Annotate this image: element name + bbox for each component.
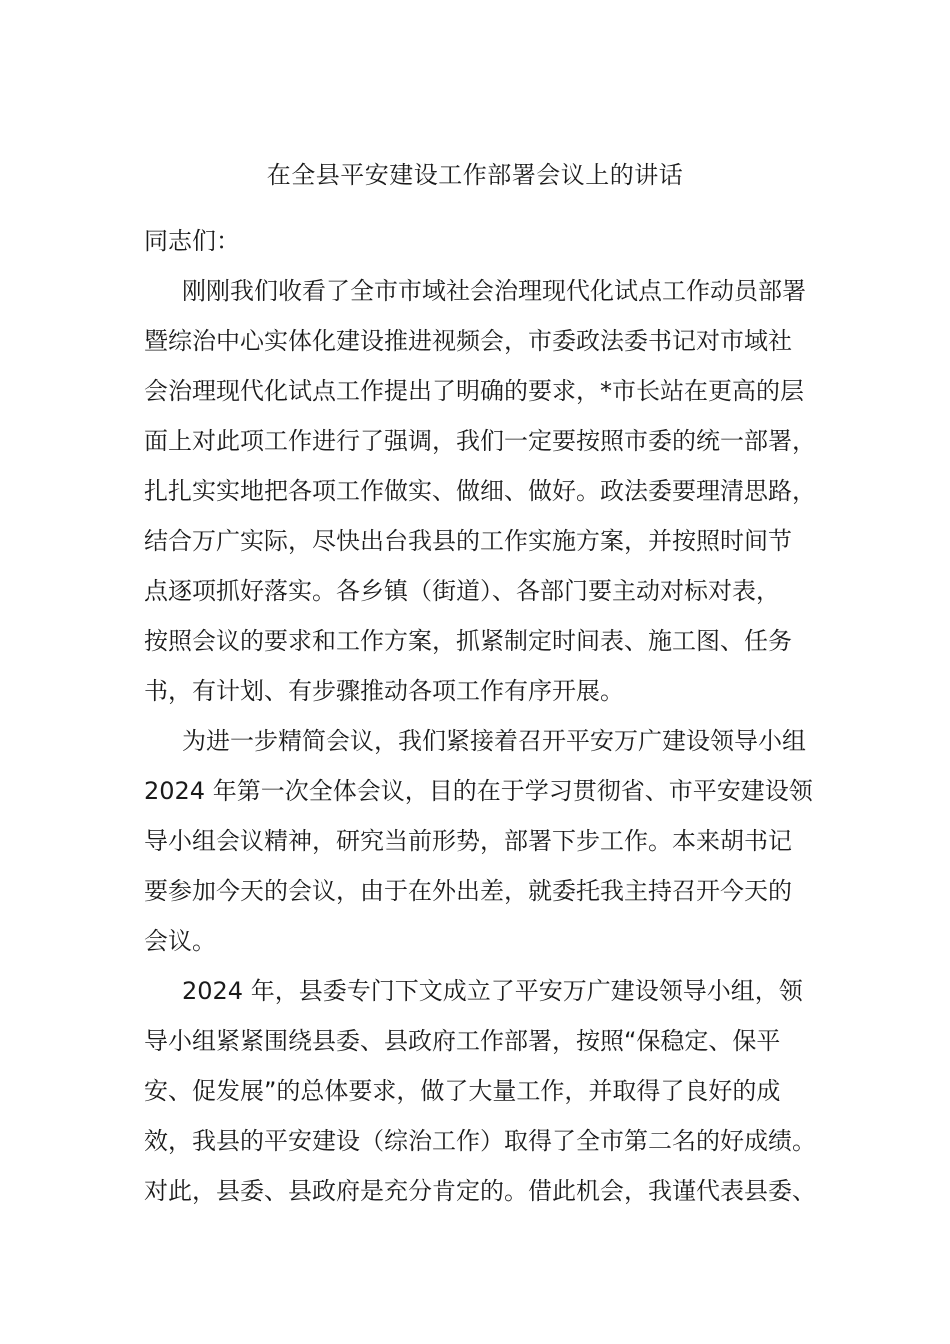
paragraph-2-line-5: 会议。 <box>144 927 216 955</box>
paragraph-3-line-5: 对此，县委、县政府是充分肯定的。借此机会，我谨代表县委、 <box>144 1177 816 1205</box>
paragraph-1-line-6: 结合万广实际，尽快出台我县的工作实施方案，并按照时间节 <box>144 527 792 555</box>
paragraph-3-line-1: 2024 年，县委专门下文成立了平安万广建设领导小组，领 <box>182 977 803 1005</box>
document-title: 在全县平安建设工作部署会议上的讲话 <box>266 161 684 189</box>
paragraph-1-line-4: 面上对此项工作进行了强调，我们一定要按照市委的统一部署， <box>144 427 816 455</box>
paragraph-1-line-7: 点逐项抓好落实。各乡镇（街道）、各部门要主动对标对表， <box>144 577 780 605</box>
paragraph-2-line-4: 要参加今天的会议，由于在外出差，就委托我主持召开今天的 <box>144 877 792 905</box>
paragraph-1-line-2: 暨综治中心实体化建设推进视频会，市委政法委书记对市域社 <box>144 327 792 355</box>
paragraph-1-line-8: 按照会议的要求和工作方案，抓紧制定时间表、施工图、任务 <box>144 627 792 655</box>
paragraph-1-line-9: 书，有计划、有步骤推动各项工作有序开展。 <box>144 677 624 705</box>
paragraph-1-line-1: 刚刚我们收看了全市市域社会治理现代化试点工作动员部署 <box>182 277 806 305</box>
paragraph-2-line-1: 为进一步精简会议，我们紧接着召开平安万广建设领导小组 <box>182 727 806 755</box>
paragraph-1-line-5: 扎扎实实地把各项工作做实、做细、做好。政法委要理清思路， <box>144 477 816 505</box>
paragraph-1-line-3: 会治理现代化试点工作提出了明确的要求，*市长站在更高的层 <box>144 377 804 405</box>
paragraph-2-line-3: 导小组会议精神，研究当前形势，部署下步工作。本来胡书记 <box>144 827 792 855</box>
paragraph-3-line-2: 导小组紧紧围绕县委、县政府工作部署，按照“保稳定、保平 <box>144 1027 781 1055</box>
paragraph-2-line-2: 2024 年第一次全体会议，目的在于学习贯彻省、市平安建设领 <box>144 777 813 805</box>
document-body <box>144 216 816 1216</box>
salutation: 同志们： <box>144 227 240 255</box>
paragraph-3-line-4: 效，我县的平安建设（综治工作）取得了全市第二名的好成绩。 <box>144 1127 816 1155</box>
paragraph-3-line-3: 安、促发展”的总体要求，做了大量工作，并取得了良好的成 <box>144 1077 781 1105</box>
